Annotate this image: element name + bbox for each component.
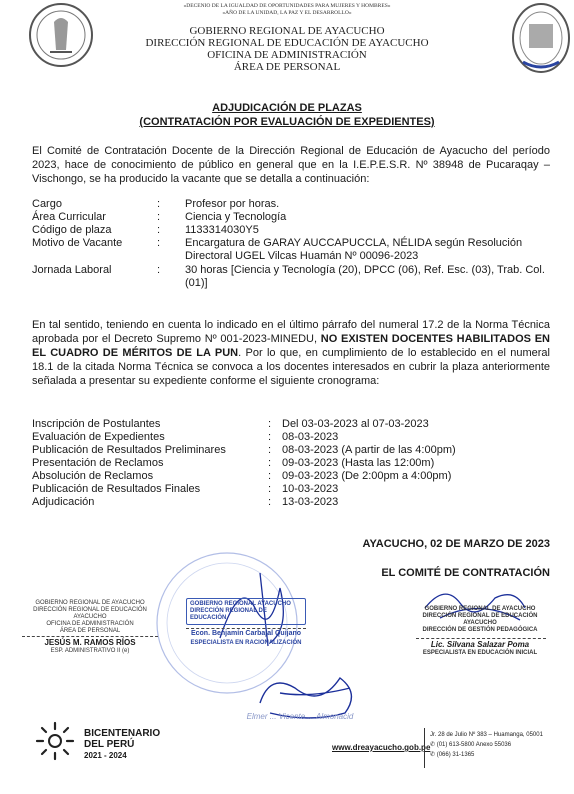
bottom-signer-name: Elmer ... Vicente ... Almonacid [246,712,354,721]
header-line-4: ÁREA DE PERSONAL [233,61,341,73]
left-signature-line [22,636,158,637]
document-title: ADJUDICACIÓN DE PLAZAS [212,102,362,114]
education-directorate-seal-icon [511,2,571,76]
middle-signer-name: Econ. Benjamín Carbajal Quijano [190,630,302,637]
middle-signature-line [186,628,306,629]
schedule-row: Presentación de Reclamos : 09-03-2023 (Hasta las 12:00m) [32,457,435,469]
schedule-row: Publicación de Resultados Preliminares : 08-03-2023 (A partir de las 4:00pm) [32,444,456,456]
contact-info [430,730,543,760]
phone-icon: ✆ [430,752,437,758]
left-signer-role: ESP. ADMINISTRATIVO II (e) [50,648,130,654]
phone-2: ✆ (066) 31-1365 [430,752,475,758]
phone-icon: ✆ [430,742,437,748]
document-subtitle: (CONTRATACIÓN POR EVALUACIÓN DE EXPEDIENTES) [139,116,435,128]
phone-1: ✆ (01) 613-5800 Anexo 55036 [430,742,512,748]
no-qualified-teachers-notice: NO EXISTEN DOCENTES HABILITADOS EN EL CUADRO DE MÉRITOS DE LA PUN [32,333,550,359]
detail-row-workday: Jornada Laboral : 30 horas [Ciencia y Tecnología (20), DPCC (06), Ref. Esc. (03), Trab. Col. (01)] [32,264,545,289]
header-line-1: GOBIERNO REGIONAL DE AYACUCHO [189,25,385,37]
website-link[interactable]: www.dreayacucho.gob.pe [332,743,431,752]
schedule [32,418,550,509]
detail-row-reason: Motivo de Vacante : Encargatura de GARAY AUCCAPUCCLA, NÉLIDA según Resolución Directoral UGEL Vilcas Huamán Nº 00096-2023 [32,237,523,262]
left-signature-stamp: GOBIERNO REGIONAL DE AYACUCHO DIRECCIÓN REGIONAL DE EDUCACIÓN AYACUCHO OFICINA DE ADMINISTRACIÓN ÁREA DE PERSONAL [33,600,147,634]
detail-row-code: Código de plaza : 1133314030Y5 [32,224,259,236]
schedule-row: Adjudicación : 13-03-2023 [32,496,339,508]
schedule-row: Evaluación de Expedientes : 08-03-2023 [32,431,339,443]
left-signer-name: JESÚS M. RAMOS RÍOS [44,638,136,647]
footer-divider [424,728,425,768]
middle-signer-role: ESPECIALISTA EN RACIONALIZACIÓN [190,640,302,646]
header-line-2: DIRECCIÓN REGIONAL DE EDUCACIÓN DE AYACUCHO [145,37,429,49]
vacancy-details [32,198,550,290]
committee-heading: EL COMITÉ DE CONTRATACIÓN [381,567,550,579]
date-place: AYACUCHO, 02 DE MARZO DE 2023 [362,538,550,550]
address: Jr. 28 de Julio Nº 383 – Huamanga, 05001 [430,732,543,738]
regional-government-seal-icon [28,2,94,68]
schedule-row: Publicación de Resultados Finales : 10-03-2023 [32,483,339,495]
bicentennial-text: BICENTENARIO DEL PERÚ 2021 - 2024 [84,728,161,760]
header-line-3: OFICINA DE ADMINISTRACIÓN [207,49,367,61]
year-motto: «AÑO DE LA UNIDAD, LA PAZ Y EL DESARROLLO» [222,10,352,16]
intro-paragraph: El Comité de Contratación Docente de la Dirección Regional de Educación de Ayacucho del período 2023, hace de conocimiento de público en general que en la I.E.P.E.S.R. Nº 38948 de Pucaraqay – Vischongo, se ha producido la vacante que se detalla a continuación: [32,145,550,185]
right-signature-line [416,638,546,639]
right-signature-stamp: GOBIERNO REGIONAL DE AYACUCHO DIRECCIÓN REGIONAL DE EDUCACIÓN AYACUCHO DIRECCIÓN DE GESTIÓN PEDAGÓGICA [422,606,538,633]
schedule-row: Absolución de Reclamos : 09-03-2023 (De 2:00pm a 4:00pm) [32,470,452,482]
right-signer-name: Lic. Silvana Salazar Poma [430,640,530,649]
detail-row-cargo: Cargo : Profesor por horas. [32,198,280,210]
detail-row-area: Área Curricular : Ciencia y Tecnología [32,211,287,223]
bicentennial-logo-icon [34,720,76,762]
schedule-row: Inscripción de Postulantes : Del 03-03-2023 al 07-03-2023 [32,418,429,430]
right-signer-role: ESPECIALISTA EN EDUCACIÓN INICIAL [422,650,538,656]
middle-signature-stamp: GOBIERNO REGIONAL AYACUCHO DIRECCIÓN REGIONAL DE EDUCACIÓN [186,598,306,625]
body-paragraph: En tal sentido, teniendo en cuenta lo indicado en el último párrafo del numeral 17.2 de la Norma Técnica aprobada por el Decreto Supremo Nº 001-2023-MINEDU, NO EXISTEN DOCENTES HABILITADOS EN EL CUADRO DE MÉRITOS DE LA PUN. Por lo que, en cumplimiento de lo establecido en el numeral 18.1 de la citada Norma Técnica se convoca a los docentes interesados en cubrir la plaza anteriormente señalada a presentar su expediente conforme el siguiente cronograma: [32,319,550,387]
decade-motto: «DECENIO DE LA IGUALDAD DE OPORTUNIDADES PARA MUJERES Y HOMBRES» [183,3,391,9]
